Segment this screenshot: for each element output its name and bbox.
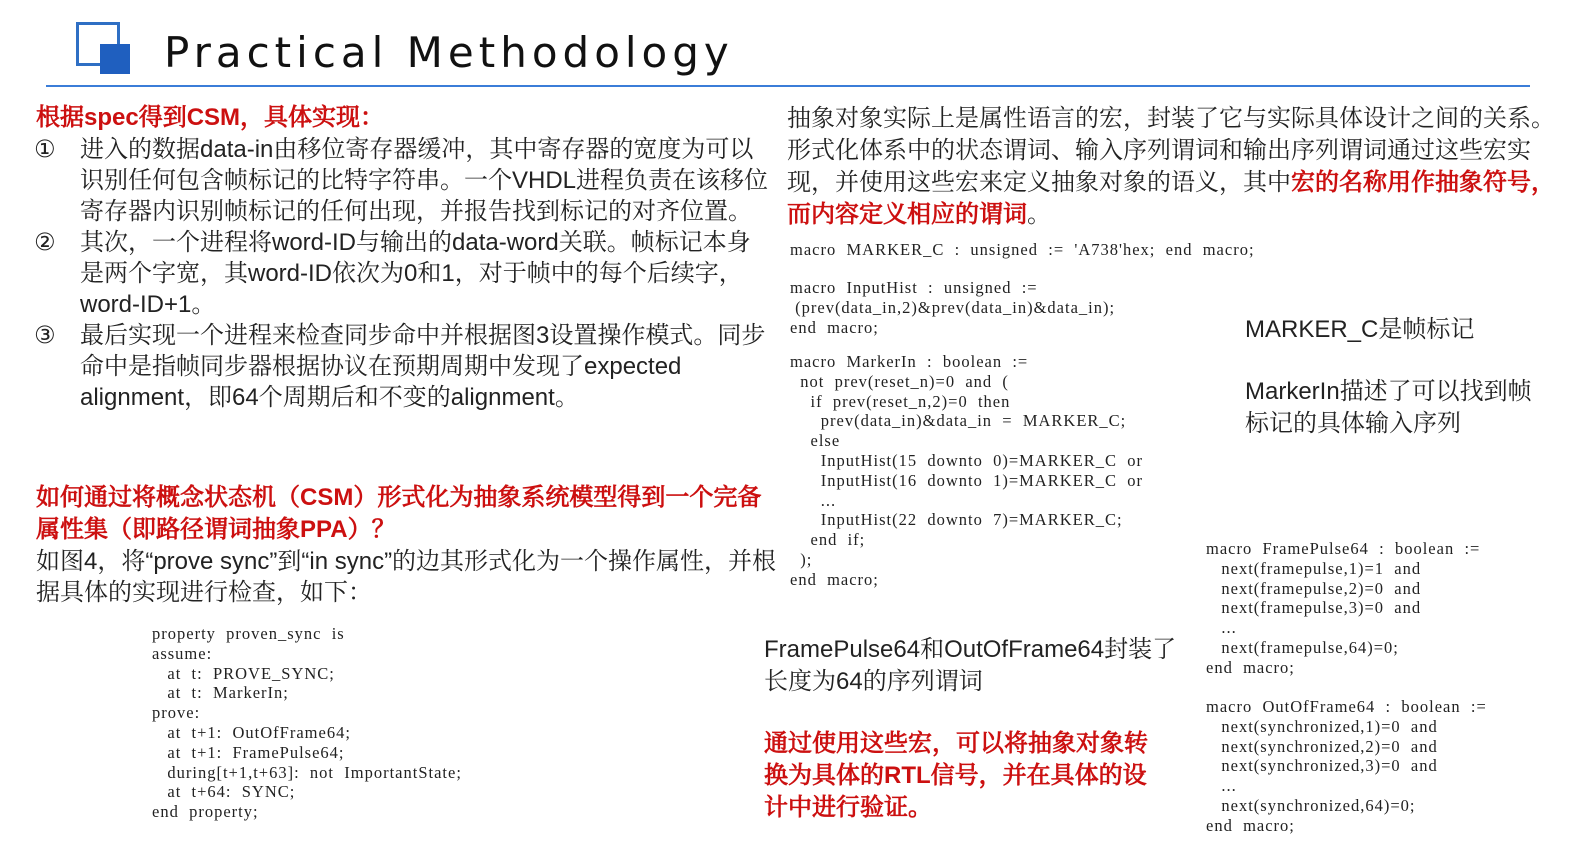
- section-heading-csm: 根据spec得到CSM，具体实现：: [36, 104, 385, 131]
- list-item-text: 最后实现一个进程来检查同步命中并根据图3设置操作模式。同步命中是指帧同步器根据协议在预期周期中发现了expected alignment，即64个周期后和不变的alignment。: [80, 322, 766, 411]
- list-item: [34, 320, 774, 413]
- csm-steps-list: [34, 134, 774, 413]
- code-macro-markerin: macro MarkerIn : boolean := not prev(reset_n)=0 and ( if prev(reset_n,2)=0 then prev(data_in)&data_in = MARKER_C; else InputHist(15 downto 0)=MARKER_C or InputHist(16 downto 1)=MARKER_C or ... InputHist(22 downto 7)=MARKER_C; end if; ); end macro;: [790, 352, 1143, 589]
- code-property-proven-sync: property proven_sync is assume: at t: PROVE_SYNC; at t: MarkerIn; prove: at t+1: OutOfFrame64; at t+1: FramePulse64; during[t+1,t+63]: not ImportantState; at t+64: SYNC; end property;: [152, 624, 462, 822]
- code-macro-inputhist: macro InputHist : unsigned := (prev(data_in,2)&prev(data_in)&data_in); end macro;: [790, 278, 1116, 337]
- note-marker-c: MARKER_C是帧标记: [1245, 316, 1475, 343]
- paragraph-text: 抽象对象实际上是属性语言的宏，封装了它与实际具体设计之间的关系。形式化体系中的状态谓词、输入序列谓词和输出序列谓词通过这些宏实现，并使用这些宏来定义抽象对象的语义，其中: [787, 105, 1555, 196]
- list-item: [34, 227, 774, 320]
- code-macro-outofframe64: macro OutOfFrame64 : boolean := next(synchronized,1)=0 and next(synchronized,2)=0 and next(synchronized,3)=0 and ... next(synchronized,64)=0; end macro;: [1206, 697, 1487, 835]
- proof-intro-paragraph: 如图4，将“prove sync”到“in sync”的边其形式化为一个操作属性，并根据具体的实现进行检查，如下：: [36, 548, 777, 606]
- list-item-text: 进入的数据data-in由移位寄存器缓冲，其中寄存器的宽度为可以识别任何包含帧标记的比特字符串。一个VHDL进程负责在该移位寄存器内识别帧标记的任何出现，并报告找到标记的对齐位置。: [80, 136, 769, 225]
- note-framepulse: FramePulse64和OutOfFrame64封装了长度为64的序列谓词: [764, 636, 1177, 695]
- code-macro-marker-c: macro MARKER_C : unsigned := 'A738'hex; end macro;: [790, 240, 1255, 259]
- list-number: ②: [34, 229, 56, 256]
- macro-description-paragraph: [787, 103, 1555, 231]
- page-title: Practical Methodology: [164, 28, 734, 77]
- list-number: ①: [34, 136, 56, 163]
- list-item: [34, 134, 774, 227]
- title-divider: [46, 85, 1530, 87]
- logo-filled-square: [100, 44, 130, 74]
- code-macro-framepulse64: macro FramePulse64 : boolean := next(framepulse,1)=1 and next(framepulse,2)=0 and next(framepulse,3)=0 and ... next(framepulse,64)=0; end macro;: [1206, 539, 1481, 677]
- list-number: ③: [34, 322, 56, 349]
- section-heading-ppa: 如何通过将概念状态机（CSM）形式化为抽象系统模型得到一个完备属性集（即路径谓词抽象PPA）？: [36, 484, 762, 543]
- note-markerin: MarkerIn描述了可以找到帧标记的具体输入序列: [1245, 378, 1532, 437]
- note-rtl-verification: 通过使用这些宏，可以将抽象对象转换为具体的RTL信号，并在具体的设计中进行验证。: [764, 730, 1148, 821]
- paragraph-highlight: 宏的名称用作抽象符号，而内容定义相应的谓词: [787, 169, 1555, 228]
- paragraph-end: 。: [1027, 201, 1051, 228]
- list-item-text: 其次，一个进程将word-ID与输出的data-word关联。帧标记本身是两个字宽，其word-ID依次为0和1，对于帧中的每个后续字，word-ID+1。: [80, 229, 751, 318]
